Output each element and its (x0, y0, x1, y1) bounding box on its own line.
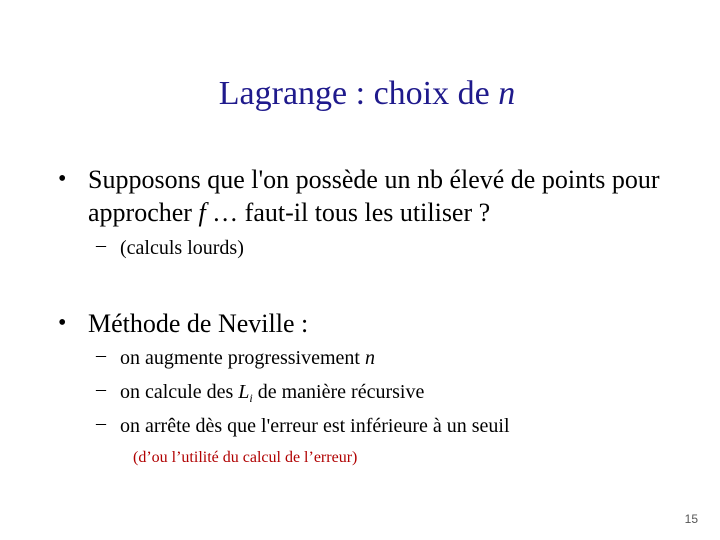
slide-title-text: Lagrange : choix de (218, 75, 499, 112)
page-number: 15 (684, 512, 698, 526)
sub-bullet-2-2-variable-L: L (238, 381, 250, 403)
sub-bullet-2-2-pre: on calcule des (120, 381, 239, 403)
slide-title (0, 74, 720, 114)
slide-title-variable: n (498, 75, 516, 112)
sub-bullet-2-2-marker: – (96, 378, 106, 400)
sub-bullet-2-3-marker: – (96, 412, 106, 434)
bullet-1-line-1: Supposons que l'on possède un nb élevé de points pour (88, 165, 660, 194)
bullet-1-line-2 (88, 197, 490, 229)
sub-bullet-2-2 (120, 378, 424, 406)
sub-bullet-2-2-subscript-i: i (249, 391, 253, 405)
sub-bullet-2-1-variable-n: n (364, 347, 375, 369)
sub-bullet-1-1: (calculs lourds) (120, 237, 244, 259)
sub-bullet-2-1-marker: – (96, 344, 106, 366)
sub-bullet-2-1-pre: on augmente progressivement (120, 347, 365, 369)
sub-bullet-2-1 (120, 344, 375, 372)
error-note: (d’ou l’utilité du calcul de l’erreur) (133, 449, 358, 466)
sub-bullet-2-3: on arrête dès que l'erreur est inférieure à un seuil (120, 415, 510, 437)
bullet-1-line-2-pre: approcher (88, 198, 199, 227)
bullet-2-marker: • (58, 310, 67, 336)
sub-bullet-2-2-post: de manière récursive (252, 381, 425, 403)
bullet-2-line: Méthode de Neville : (88, 309, 309, 338)
bullet-1-variable-f: f (198, 198, 206, 227)
sub-bullet-1-1-marker: – (96, 234, 106, 256)
bullet-1-marker: • (58, 166, 67, 192)
bullet-1-line-2-post: … faut-il tous les utiliser ? (205, 198, 491, 227)
